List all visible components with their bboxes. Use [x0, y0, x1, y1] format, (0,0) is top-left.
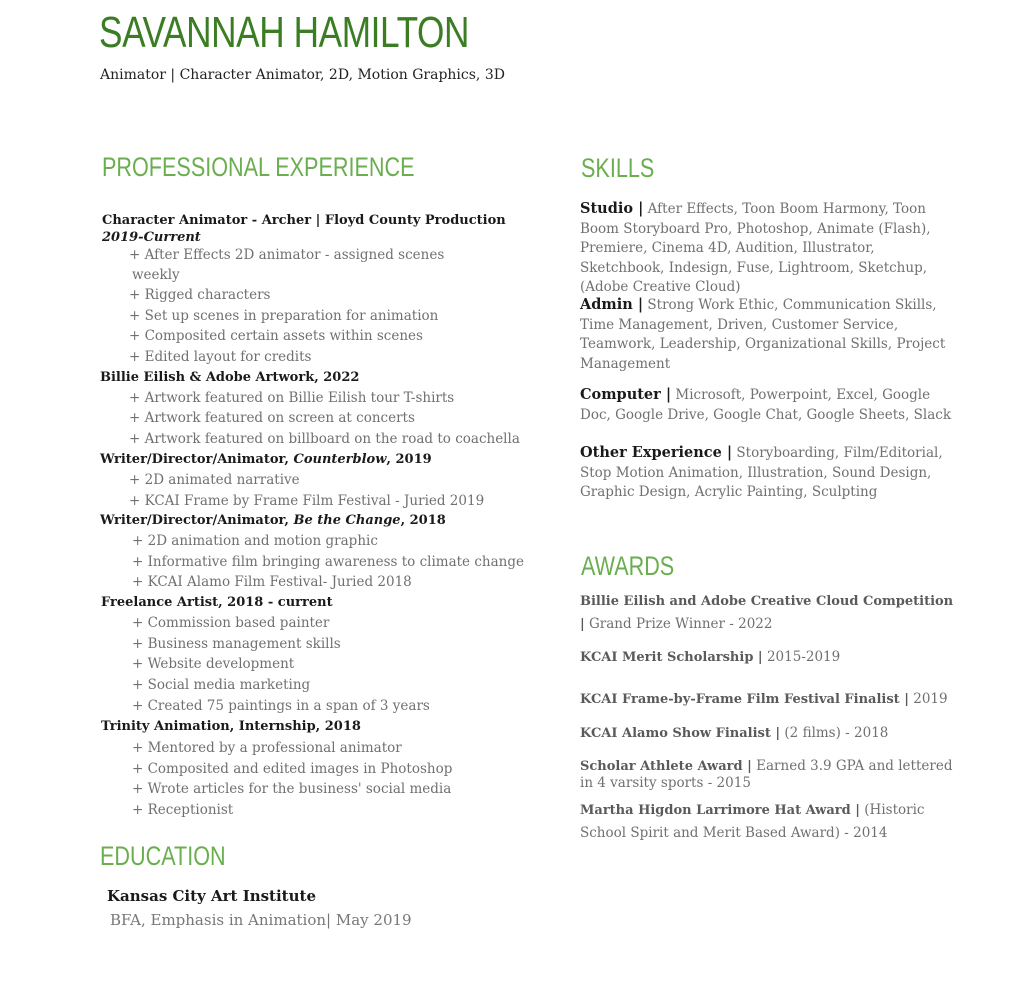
- award-detail: Earned 3.9 GPA and lettered in 4 varsity sports - 2015: [580, 758, 953, 791]
- job-bullet: + 2D animated narrative: [129, 472, 300, 488]
- skill-label: Other Experience |: [580, 444, 733, 461]
- awards-heading: AWARDS: [581, 551, 675, 581]
- award-item: [580, 590, 960, 636]
- skill-group-studio: [580, 199, 960, 298]
- job-bullet: + Website development: [132, 656, 295, 672]
- job-title-prefix: Writer/Director/Animator,: [100, 513, 294, 528]
- job-bullet: + KCAI Alamo Film Festival- Juried 2018: [132, 574, 412, 590]
- job-bullet: + Rigged characters: [129, 287, 271, 303]
- award-detail: (2 films) - 2018: [780, 725, 889, 741]
- award-label: Billie Eilish and Adobe Creative Cloud Competition |: [580, 594, 954, 632]
- skill-label: Computer |: [580, 386, 672, 403]
- job-bullet: + Artwork featured on screen at concerts: [129, 410, 415, 426]
- award-item: [580, 799, 960, 844]
- job-date: [102, 230, 201, 245]
- job-bullet: + KCAI Frame by Frame Film Festival - Juried 2019: [129, 493, 485, 509]
- skill-label: Admin |: [580, 296, 644, 313]
- job-title: Trinity Animation, Internship, 2018: [101, 719, 361, 734]
- job-bullet: + Wrote articles for the business' social media: [132, 781, 452, 797]
- degree: BFA, Emphasis in Animation| May 2019: [110, 911, 412, 929]
- award-item: [580, 722, 960, 745]
- education-heading: EDUCATION: [100, 841, 226, 871]
- skill-group-other: [580, 443, 960, 503]
- job-bullet: + Artwork featured on billboard on the road to coachella: [129, 431, 520, 447]
- award-label: KCAI Alamo Show Finalist |: [580, 726, 781, 741]
- job-bullet: + 2D animation and motion graphic: [132, 533, 378, 549]
- job-title: [100, 513, 446, 528]
- job-title: [100, 452, 432, 467]
- job-bullet: + Commission based painter: [132, 615, 330, 631]
- skill-group-admin: [580, 295, 960, 374]
- job-bullet: + Informative film bringing awareness to climate change: [132, 554, 524, 570]
- job-bullet: + Edited layout for credits: [129, 349, 312, 365]
- job-bullet: + Artwork featured on Billie Eilish tour T-shirts: [129, 390, 455, 406]
- job-bullet: + Created 75 paintings in a span of 3 years: [132, 698, 430, 714]
- tagline: Animator | Character Animator, 2D, Motion Graphics, 3D: [100, 67, 505, 83]
- job-title: Character Animator - Archer | Floyd County Production: [102, 213, 506, 228]
- award-detail: 2015-2019: [762, 649, 841, 665]
- job-bullet: + Set up scenes in preparation for animation: [129, 308, 439, 324]
- award-item: [580, 688, 960, 711]
- job-bullet: + Business management skills: [132, 636, 341, 652]
- skill-list: Microsoft, Powerpoint, Excel, Google Doc, Google Drive, Google Chat, Google Sheets, Slack: [580, 387, 952, 423]
- award-label: KCAI Frame-by-Frame Film Festival Finalist |: [580, 692, 909, 707]
- award-item: [580, 646, 960, 669]
- job-date-text: 2019-Current: [102, 230, 201, 245]
- award-label: Scholar Athlete Award |: [580, 759, 752, 774]
- award-item: [580, 758, 960, 792]
- award-detail: 2019: [908, 691, 948, 707]
- job-bullet: + Mentored by a professional animator: [132, 740, 402, 756]
- skill-list: After Effects, Toon Boom Harmony, Toon Boom Storyboard Pro, Photoshop, Animate (Flash), Premiere, Cinema 4D, Audition, Illustrator, Sketchbook, Indesign, Fuse, Lightroom, Sketchup, (Adobe Creative Cloud): [580, 201, 931, 295]
- school-name: Kansas City Art Institute: [107, 887, 316, 905]
- film-title: Be the Change: [293, 513, 401, 528]
- skill-list: Storyboarding, Film/Editorial, Stop Motion Animation, Illustration, Sound Design, Graphic Design, Acrylic Painting, Sculpting: [580, 445, 943, 500]
- job-title: Billie Eilish & Adobe Artwork, 2022: [100, 370, 360, 385]
- skill-group-computer: [580, 385, 960, 425]
- job-bullet: + Receptionist: [132, 802, 234, 818]
- job-bullet: + Composited certain assets within scenes: [129, 328, 423, 344]
- job-bullet: + Composited and edited images in Photoshop: [132, 761, 453, 777]
- award-detail: Grand Prize Winner - 2022: [584, 616, 773, 632]
- skill-label: Studio |: [580, 200, 644, 217]
- job-bullet: + Social media marketing: [132, 677, 311, 693]
- skill-list: Strong Work Ethic, Communication Skills, Time Management, Driven, Customer Service, Teamwork, Leadership, Organizational Skills, Project Management: [580, 297, 946, 372]
- experience-heading: PROFESSIONAL EXPERIENCE: [102, 152, 415, 182]
- job-title-suffix: , 2018: [400, 513, 446, 528]
- job-title: Freelance Artist, 2018 - current: [101, 595, 333, 610]
- job-bullet: + After Effects 2D animator - assigned scenes: [129, 247, 445, 263]
- award-label: KCAI Merit Scholarship |: [580, 650, 763, 665]
- film-title: Counterblow: [293, 452, 387, 467]
- award-label: Martha Higdon Larrimore Hat Award |: [580, 803, 860, 818]
- job-bullet: weekly: [132, 267, 180, 283]
- candidate-name: SAVANNAH HAMILTON: [99, 8, 470, 57]
- award-detail: (Historic School Spirit and Merit Based Award) - 2014: [580, 802, 925, 841]
- job-title-suffix: , 2019: [386, 452, 432, 467]
- skills-heading: SKILLS: [581, 153, 655, 183]
- job-title-prefix: Writer/Director/Animator,: [100, 452, 294, 467]
